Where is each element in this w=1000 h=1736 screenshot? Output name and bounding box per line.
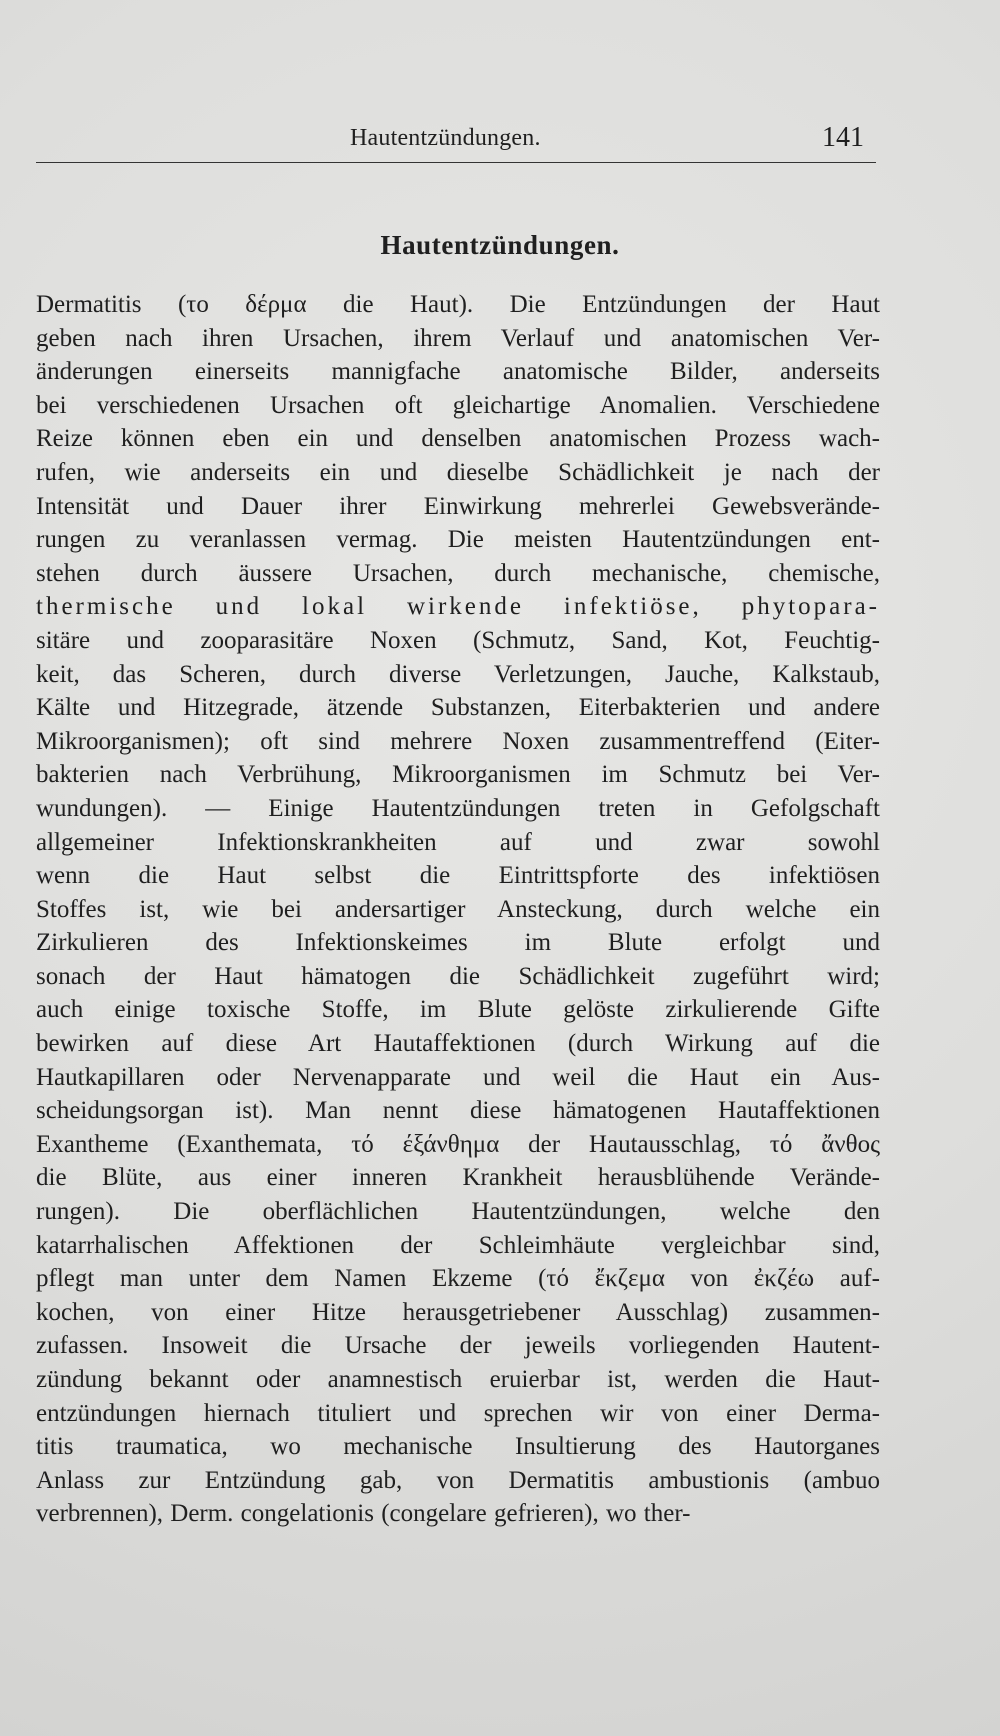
text-line: geben nach ihren Ursachen, ihrem Verlauf und anatomischen Ver- bbox=[36, 324, 880, 352]
text-line: sonach der Haut hämatogen die Schädlichkeit zugeführt wird; bbox=[36, 962, 880, 990]
text-line: Zirkulieren des Infektionskeimes im Blute erfolgt und bbox=[36, 929, 880, 957]
text-line: katarrhalischen Affektionen der Schleimhäute vergleichbar sind, bbox=[36, 1231, 880, 1259]
text-line: bei verschiedenen Ursachen oft gleichartige Anomalien. Verschiedene bbox=[36, 391, 880, 419]
text-line: Dermatitis (το δέρμα die Haut). Die Entzündungen der Haut bbox=[36, 291, 880, 318]
text-line: zündung bekannt oder anamnestisch eruierbar ist, werden die Haut- bbox=[36, 1366, 880, 1393]
text-line: rungen zu veranlassen vermag. Die meisten Hautentzündungen ent- bbox=[36, 526, 880, 554]
page-number: 141 bbox=[822, 122, 864, 153]
running-head: Hautentzündungen. bbox=[350, 125, 541, 151]
text-line: entzündungen hiernach tituliert und sprechen wir von einer Derma- bbox=[36, 1399, 880, 1427]
text-line: zufassen. Insoweit die Ursache der jeweils vorliegenden Hautent- bbox=[36, 1332, 880, 1360]
text-line: bakterien nach Verbrühung, Mikroorganismen im Schmutz bei Ver- bbox=[36, 761, 880, 789]
body-text bbox=[36, 288, 880, 1531]
text-line: auch einige toxische Stoffe, im Blute gelöste zirkulierende Gifte bbox=[36, 996, 880, 1024]
text-line: bewirken auf diese Art Hautaffektionen (durch Wirkung auf die bbox=[36, 1030, 880, 1058]
text-line: kochen, von einer Hitze herausgetriebener Ausschlag) zusammen- bbox=[36, 1298, 880, 1326]
text-line: Exantheme (Exanthemata, τό έξάνθημα der Hautausschlag, τό ἄνθος bbox=[36, 1130, 880, 1158]
text-line: rungen). Die oberflächlichen Hautentzündungen, welche den bbox=[36, 1198, 880, 1226]
text-line: stehen durch äussere Ursachen, durch mechanische, chemische, bbox=[36, 559, 880, 587]
text-line: sitäre und zooparasitäre Noxen (Schmutz, Sand, Kot, Feuchtig- bbox=[36, 626, 880, 654]
section-title: Hautentzündungen. bbox=[380, 230, 620, 260]
text-line: wundungen). — Einige Hautentzündungen treten in Gefolgschaft bbox=[36, 794, 880, 822]
text-line: Anlass zur Entzündung gab, von Dermatitis ambustionis (ambuo bbox=[36, 1466, 880, 1494]
text-line: allgemeiner Infektionskrankheiten auf und zwar sowohl bbox=[36, 828, 880, 856]
text-line: Mikroorganismen); oft sind mehrere Noxen zusammentreffend (Eiter- bbox=[36, 727, 880, 755]
text-line: Reize können eben ein und denselben anatomischen Prozess wach- bbox=[36, 425, 880, 453]
text-line: pflegt man unter dem Namen Ekzeme (τό ἔκζεμα von ἐκζέω auf- bbox=[36, 1265, 880, 1293]
text-line: Intensität und Dauer ihrer Einwirkung mehrerlei Gewebsverände- bbox=[36, 492, 880, 520]
text-line: verbrennen), Derm. congelationis (congelare gefrieren), wo ther- bbox=[36, 1500, 691, 1528]
text-line: Stoffes ist, wie bei andersartiger Ansteckung, durch welche ein bbox=[36, 895, 880, 923]
header-rule bbox=[36, 162, 876, 163]
text-line: wenn die Haut selbst die Eintrittspforte des infektiösen bbox=[36, 862, 880, 890]
text-line: änderungen einerseits mannigfache anatomische Bilder, anderseits bbox=[36, 358, 880, 386]
text-line: thermische und lokal wirkende infektiöse, phytopara- bbox=[36, 593, 880, 621]
text-line: scheidungsorgan ist). Man nennt diese hämatogenen Hautaffektionen bbox=[36, 1097, 880, 1125]
text-line: titis traumatica, wo mechanische Insultierung des Hautorganes bbox=[36, 1433, 880, 1461]
text-line: rufen, wie anderseits ein und dieselbe Schädlichkeit je nach der bbox=[36, 458, 880, 486]
text-line: Kälte und Hitzegrade, ätzende Substanzen, Eiterbakterien und andere bbox=[36, 694, 880, 722]
text-line: Hautkapillaren oder Nervenapparate und weil die Haut ein Aus- bbox=[36, 1063, 880, 1091]
text-line: die Blüte, aus einer inneren Krankheit herausblühende Verände- bbox=[36, 1164, 880, 1192]
text-line: keit, das Scheren, durch diverse Verletzungen, Jauche, Kalkstaub, bbox=[36, 660, 880, 688]
